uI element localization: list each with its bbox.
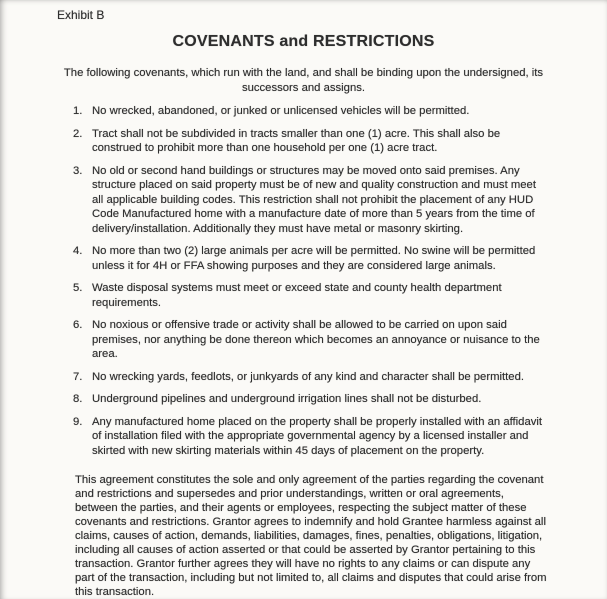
covenant-text: No old or second hand buildings or structures may be moved onto said premises. Any structure placed on said property must be of new and quality construction and must meet all applicable building codes. This restriction shall not prohibit the placement of any HUD Code Manufactured home with a manufacture date of more than 5 years from the time of delivery/installation. Additionally they must have metal or masonry skirting. [92,164,536,235]
covenant-text: No wrecked, abandoned, or junked or unlicensed vehicles will be permitted. [92,105,470,117]
document-title: COVENANTS and RESTRICTIONS [172,33,435,50]
covenant-number: 4. [73,245,83,257]
covenant-number: 8. [73,393,83,405]
covenant-item-7 [73,370,545,385]
covenant-item-2 [73,127,545,156]
covenant-text: No more than two (2) large animals per acre will be permitted. No swine will be permitted unless it for 4H or FFA showing purposes and they are considered large animals. [92,245,536,272]
covenant-number: 9. [73,415,83,428]
covenant-text: Tract shall not be subdivided in tracts smaller than one (1) acre. This shall also be construed to prohibit more than one household per one (1) acre tract. [92,127,501,154]
covenant-number: 6. [73,319,83,331]
intro-paragraph: The following covenants, which run with the land, and shall be binding upon the undersigned, its successors and assigns. [63,67,544,94]
covenant-text: Any manufactured home placed on the property shall be properly installed with an affidavit of installation filed with the appropriate governmental agency by a licensed installer and skirted with new skirting materials within 45 days of placement on the property. [92,415,543,457]
covenant-text: Underground pipelines and underground irrigation lines shall not be disturbed. [92,393,482,405]
covenant-item-9 [73,415,545,459]
covenant-number: 2. [73,127,83,140]
covenant-item-3 [73,164,545,237]
covenant-text: No noxious or offensive trade or activity shall be allowed to be carried on upon said premises, nor anything be done thereon which becomes an annoyance or nuisance to the area. [92,319,540,360]
covenant-list [73,104,545,466]
closing-paragraph: This agreement constitutes the sole and only agreement of the parties regarding the covenant and restrictions and supersedes and prior understandings, written or oral agreements, between the parties, and their agents or employees, respecting the subject matter of these covenants and restrictions. Grantor agrees to indemnify and hold Grantee harmless against all claims, causes of action, demands, liabilities, damages, fines, penalties, obligations, litigation, including all causes of action asserted or that could be asserted by Grantor pertaining to this transaction. Grantor further agrees they will have no rights to any claims or can dispute any part of the transaction, including but not limited to, all claims and disputes that could arise from this transaction. [75,474,547,598]
covenant-item-6 [73,318,545,362]
covenant-number: 7. [73,370,83,383]
covenant-item-8 [73,392,545,407]
covenant-number: 5. [73,282,83,294]
covenant-text: Waste disposal systems must meet or exceed state and county health department requirements. [92,282,502,309]
covenant-text: No wrecking yards, feedlots, or junkyards of any kind and character shall be permitted. [92,370,525,383]
covenant-number: 3. [73,164,83,177]
covenant-item-1 [73,104,545,119]
covenant-number: 1. [73,105,83,117]
exhibit-label: Exhibit B [57,8,105,22]
covenant-item-4 [73,244,545,273]
covenant-item-5 [73,281,545,310]
